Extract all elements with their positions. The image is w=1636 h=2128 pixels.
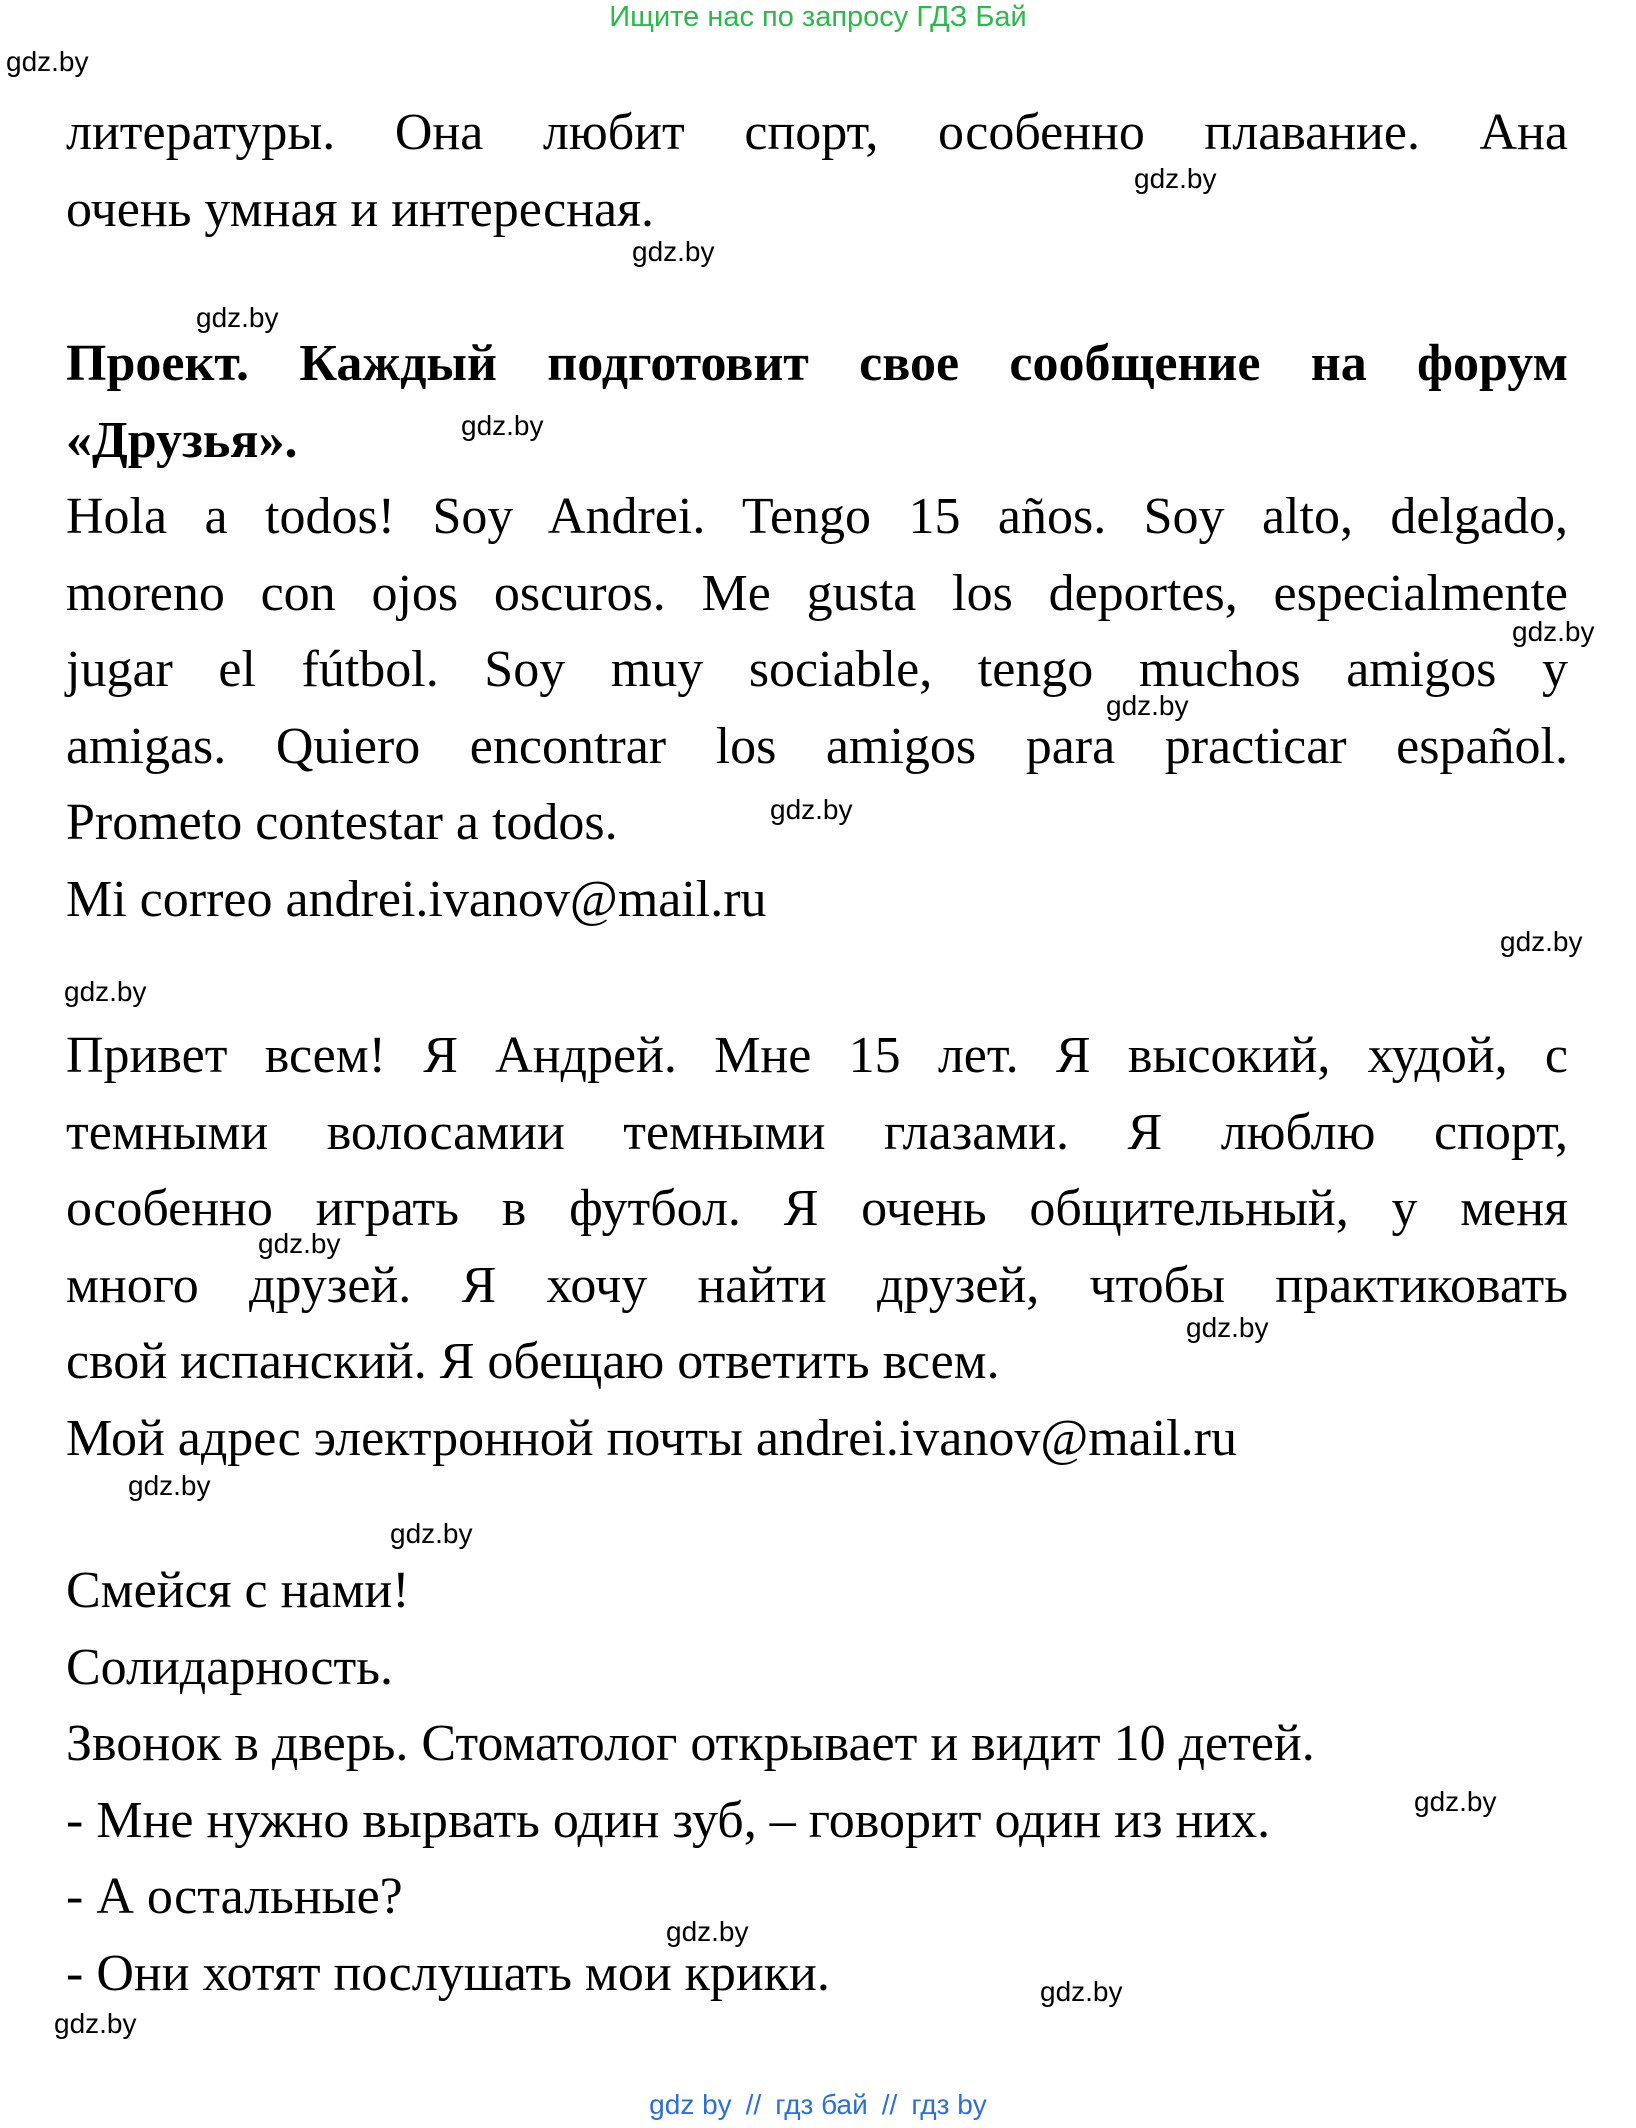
watermark: gdz.by xyxy=(770,794,853,825)
watermark: gdz.by xyxy=(1414,1786,1497,1817)
watermark: gdz.by xyxy=(1512,616,1595,647)
footer-link-gdz-bai[interactable]: гдз бай xyxy=(775,2089,868,2120)
spanish-message-line: amigas. Quiero encontrar los amigos para practicar español. xyxy=(66,717,1568,775)
watermark: gdz.by xyxy=(64,976,147,1007)
russian-message-line: много друзей. Я хочу найти друзей, чтобы практиковать xyxy=(66,1256,1568,1314)
watermark: gdz.by xyxy=(390,1518,473,1549)
watermark: gdz.by xyxy=(461,410,544,441)
search-hint-link[interactable]: Ищите нас по запросу ГДЗ Бай xyxy=(609,1,1027,33)
footer-link-gdz-by-ru[interactable]: гдз by xyxy=(911,2089,987,2120)
footer-link-gdz-by[interactable]: gdz by xyxy=(649,2089,732,2120)
joke-line: Звонок в дверь. Стоматолог открывает и видит 10 детей. xyxy=(66,1715,1315,1772)
watermark: gdz.by xyxy=(1500,926,1583,957)
joke-heading: Смейся с нами! xyxy=(66,1562,410,1619)
russian-message-line: темными волосамии темными глазами. Я люблю спорт, xyxy=(66,1103,1568,1161)
watermark: gdz.by xyxy=(258,1228,341,1259)
watermark: gdz.by xyxy=(54,2008,137,2039)
watermark: gdz.by xyxy=(632,236,715,267)
joke-line: - А остальные? xyxy=(66,1868,403,1925)
watermark: gdz.by xyxy=(6,46,89,77)
intro-line: очень умная и интересная. xyxy=(66,180,655,238)
footer-separator: // xyxy=(881,2089,898,2120)
project-title: «Друзья». xyxy=(66,411,298,469)
watermark: gdz.by xyxy=(1040,1976,1123,2007)
spanish-message-line: Prometo contestar a todos. xyxy=(66,794,618,851)
spanish-email-line: Mi correo andrei.ivanov@mail.ru xyxy=(66,870,767,928)
watermark: gdz.by xyxy=(128,1470,211,1501)
watermark: gdz.by xyxy=(1134,163,1217,194)
page-content xyxy=(66,95,1568,2012)
project-title: Проект. Каждый подготовит свое сообщение на форум xyxy=(66,335,1568,392)
watermark: gdz.by xyxy=(196,302,279,333)
joke-line: - Они хотят послушать мои крики. xyxy=(66,1944,830,2002)
intro-line: литературы. Она любит спорт, особенно плавание. Ана xyxy=(66,104,1568,161)
joke-title: Солидарность. xyxy=(66,1638,393,1696)
russian-message-line: свой испанский. Я обещаю ответить всем. xyxy=(66,1333,1000,1390)
watermark: gdz.by xyxy=(666,1916,749,1947)
joke-line: - Мне нужно вырвать один зуб, – говорит один из них. xyxy=(66,1791,1271,1849)
russian-message-line: особенно играть в футбол. Я очень общительный, у меня xyxy=(66,1180,1568,1237)
spanish-message-line: jugar el fútbol. Soy muy sociable, tengo muchos amigos y xyxy=(66,641,1568,698)
spanish-message-line: Hola a todos! Soy Andrei. Tengo 15 años. Soy alto, delgado, xyxy=(66,488,1568,545)
footer-separator: // xyxy=(745,2089,762,2120)
watermark: gdz.by xyxy=(1186,1312,1269,1343)
footer-links xyxy=(0,2088,1636,2122)
watermark: gdz.by xyxy=(1106,690,1189,721)
russian-email-line: Мой адрес электронной почты andrei.ivanov@mail.ru xyxy=(66,1409,1237,1467)
russian-message-line: Привет всем! Я Андрей. Мне 15 лет. Я высокий, худой, с xyxy=(66,1027,1568,1084)
spanish-message-line: moreno con ojos oscuros. Me gusta los deportes, especialmente xyxy=(66,564,1568,622)
